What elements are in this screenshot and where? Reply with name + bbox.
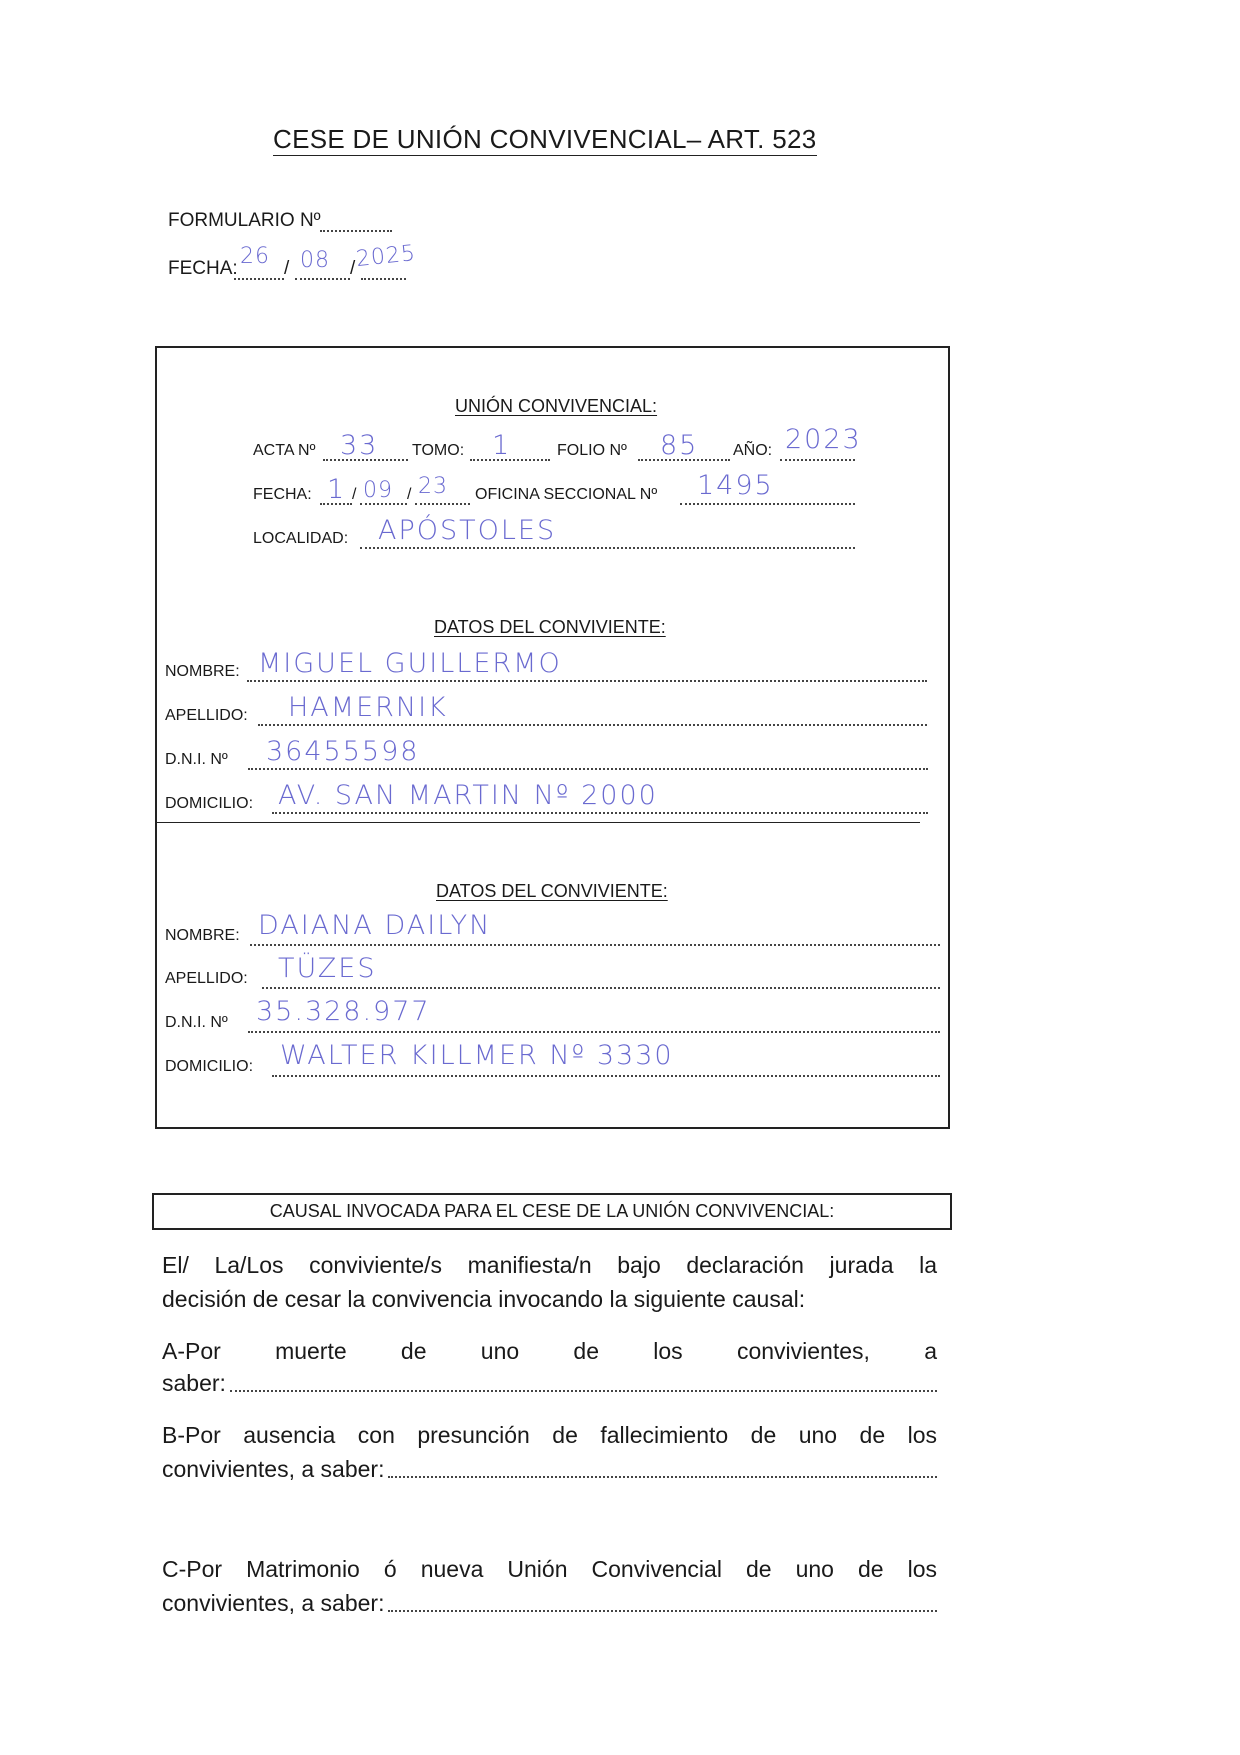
localidad-value: APÓSTOLES: [378, 515, 557, 546]
fecha-separator: /: [284, 258, 290, 279]
formulario-number-field[interactable]: [320, 230, 392, 232]
fecha-year-value: 2025: [354, 240, 418, 273]
causal-a-word: los: [653, 1338, 683, 1364]
conviviente2-dni-label: D.N.I. Nº: [165, 1014, 228, 1031]
causal-a-line2: saber:: [162, 1370, 226, 1396]
acta-label: ACTA Nº: [253, 442, 316, 459]
causal-b-line2: convivientes, a saber:: [162, 1456, 385, 1482]
fecha-day-field[interactable]: [234, 278, 284, 280]
anio-label: AÑO:: [733, 442, 773, 459]
causal-b-field[interactable]: [388, 1476, 937, 1478]
page-title: CESE DE UNIÓN CONVIVENCIAL– ART. 523: [273, 124, 817, 154]
causal-intro-line1: El/ La/Los conviviente/s manifiesta/n bajo declaración jurada la: [162, 1252, 937, 1278]
fecha-acta-day-value: 1: [327, 474, 347, 505]
causal-c-line2: convivientes, a saber:: [162, 1590, 385, 1616]
tomo-label: TOMO:: [412, 442, 465, 459]
fecha-label: FECHA:: [168, 258, 238, 279]
localidad-field[interactable]: [360, 547, 855, 549]
conviviente2-domicilio-field[interactable]: [272, 1075, 940, 1077]
causal-b-line1: B-Por ausencia con presunción de fallecimiento de uno de los: [162, 1422, 937, 1448]
fecha-month-value: 08: [300, 248, 330, 273]
union-heading: UNIÓN CONVIVENCIAL:: [455, 396, 658, 416]
causal-c-line1: C-Por Matrimonio ó nueva Unión Convivencial de uno de los: [162, 1556, 937, 1582]
fecha-year-field[interactable]: [361, 278, 406, 280]
tomo-value: 1: [492, 430, 512, 461]
causal-c-field[interactable]: [388, 1610, 937, 1612]
conviviente2-dni-value: 35.328.977: [256, 996, 431, 1027]
causal-a-word: uno: [480, 1338, 520, 1364]
fecha-acta-year-value: 23: [418, 474, 448, 499]
causal-a-line1: [162, 1334, 937, 1368]
conviviente2-apellido-value: TÜZES: [278, 953, 377, 984]
conviviente1-domicilio-field[interactable]: [272, 812, 928, 814]
conviviente1-nombre-field[interactable]: [247, 680, 927, 682]
causal-a-word: de: [400, 1338, 427, 1364]
causal-a-field[interactable]: [230, 1390, 937, 1392]
conviviente1-apellido-label: APELLIDO:: [165, 707, 248, 724]
fecha-acta-label: FECHA:: [253, 486, 312, 503]
conviviente2-apellido-label: APELLIDO:: [165, 970, 248, 987]
causal-a-word: a: [924, 1338, 937, 1364]
fecha-acta-year-field[interactable]: [415, 503, 470, 505]
folio-value: 85: [660, 430, 699, 461]
causal-a-word: muerte: [275, 1338, 347, 1364]
fecha-acta-month-field[interactable]: [360, 503, 407, 505]
anio-value: 2023: [785, 424, 862, 455]
fecha-acta-month-value: 09: [363, 478, 393, 503]
conviviente1-nombre-value: MIGUEL GUILLERMO: [258, 648, 562, 679]
section-divider: [155, 822, 920, 823]
fecha-month-field[interactable]: [295, 278, 350, 280]
conviviente2-heading: DATOS DEL CONVIVIENTE:: [436, 881, 668, 901]
conviviente2-nombre-label: NOMBRE:: [165, 927, 240, 944]
acta-value: 33: [340, 430, 379, 461]
conviviente2-domicilio-value: WALTER KILLMER Nº 3330: [280, 1040, 674, 1071]
conviviente1-dni-label: D.N.I. Nº: [165, 751, 228, 768]
causal-heading: CAUSAL INVOCADA PARA EL CESE DE LA UNIÓN CONVIVENCIAL:: [269, 1201, 835, 1221]
formulario-label: FORMULARIO Nº: [168, 210, 321, 231]
folio-label: FOLIO Nº: [557, 442, 627, 459]
fecha-acta-separator: /: [407, 486, 412, 503]
oficina-field[interactable]: [680, 503, 855, 505]
conviviente1-dni-value: 36455598: [266, 736, 420, 767]
anio-field[interactable]: [780, 459, 855, 461]
localidad-label: LOCALIDAD:: [253, 530, 349, 547]
oficina-label: OFICINA SECCIONAL Nº: [475, 486, 658, 503]
conviviente2-apellido-field[interactable]: [262, 987, 940, 989]
conviviente2-nombre-value: DAIANA DAILYN: [258, 910, 492, 941]
causal-intro-line2: decisión de cesar la convivencia invocando la siguiente causal:: [162, 1286, 806, 1312]
conviviente1-domicilio-label: DOMICILIO:: [165, 795, 254, 812]
conviviente1-nombre-label: NOMBRE:: [165, 663, 240, 680]
conviviente2-domicilio-label: DOMICILIO:: [165, 1058, 254, 1075]
conviviente1-domicilio-value: AV. SAN MARTIN Nº 2000: [278, 780, 658, 811]
conviviente1-dni-field[interactable]: [248, 768, 928, 770]
causal-a-word: A-Por: [162, 1338, 221, 1364]
fecha-separator: /: [350, 258, 356, 279]
conviviente2-dni-field[interactable]: [248, 1031, 940, 1033]
conviviente1-apellido-field[interactable]: [258, 724, 927, 726]
oficina-value: 1495: [697, 470, 774, 501]
conviviente2-nombre-field[interactable]: [250, 944, 940, 946]
causal-a-word: de: [573, 1338, 600, 1364]
causal-a-word: convivientes,: [736, 1338, 870, 1364]
conviviente1-heading: DATOS DEL CONVIVIENTE:: [434, 617, 666, 637]
fecha-acta-separator: /: [352, 486, 357, 503]
conviviente1-apellido-value: HAMERNIK: [288, 692, 448, 723]
fecha-day-value: 26: [240, 244, 270, 269]
